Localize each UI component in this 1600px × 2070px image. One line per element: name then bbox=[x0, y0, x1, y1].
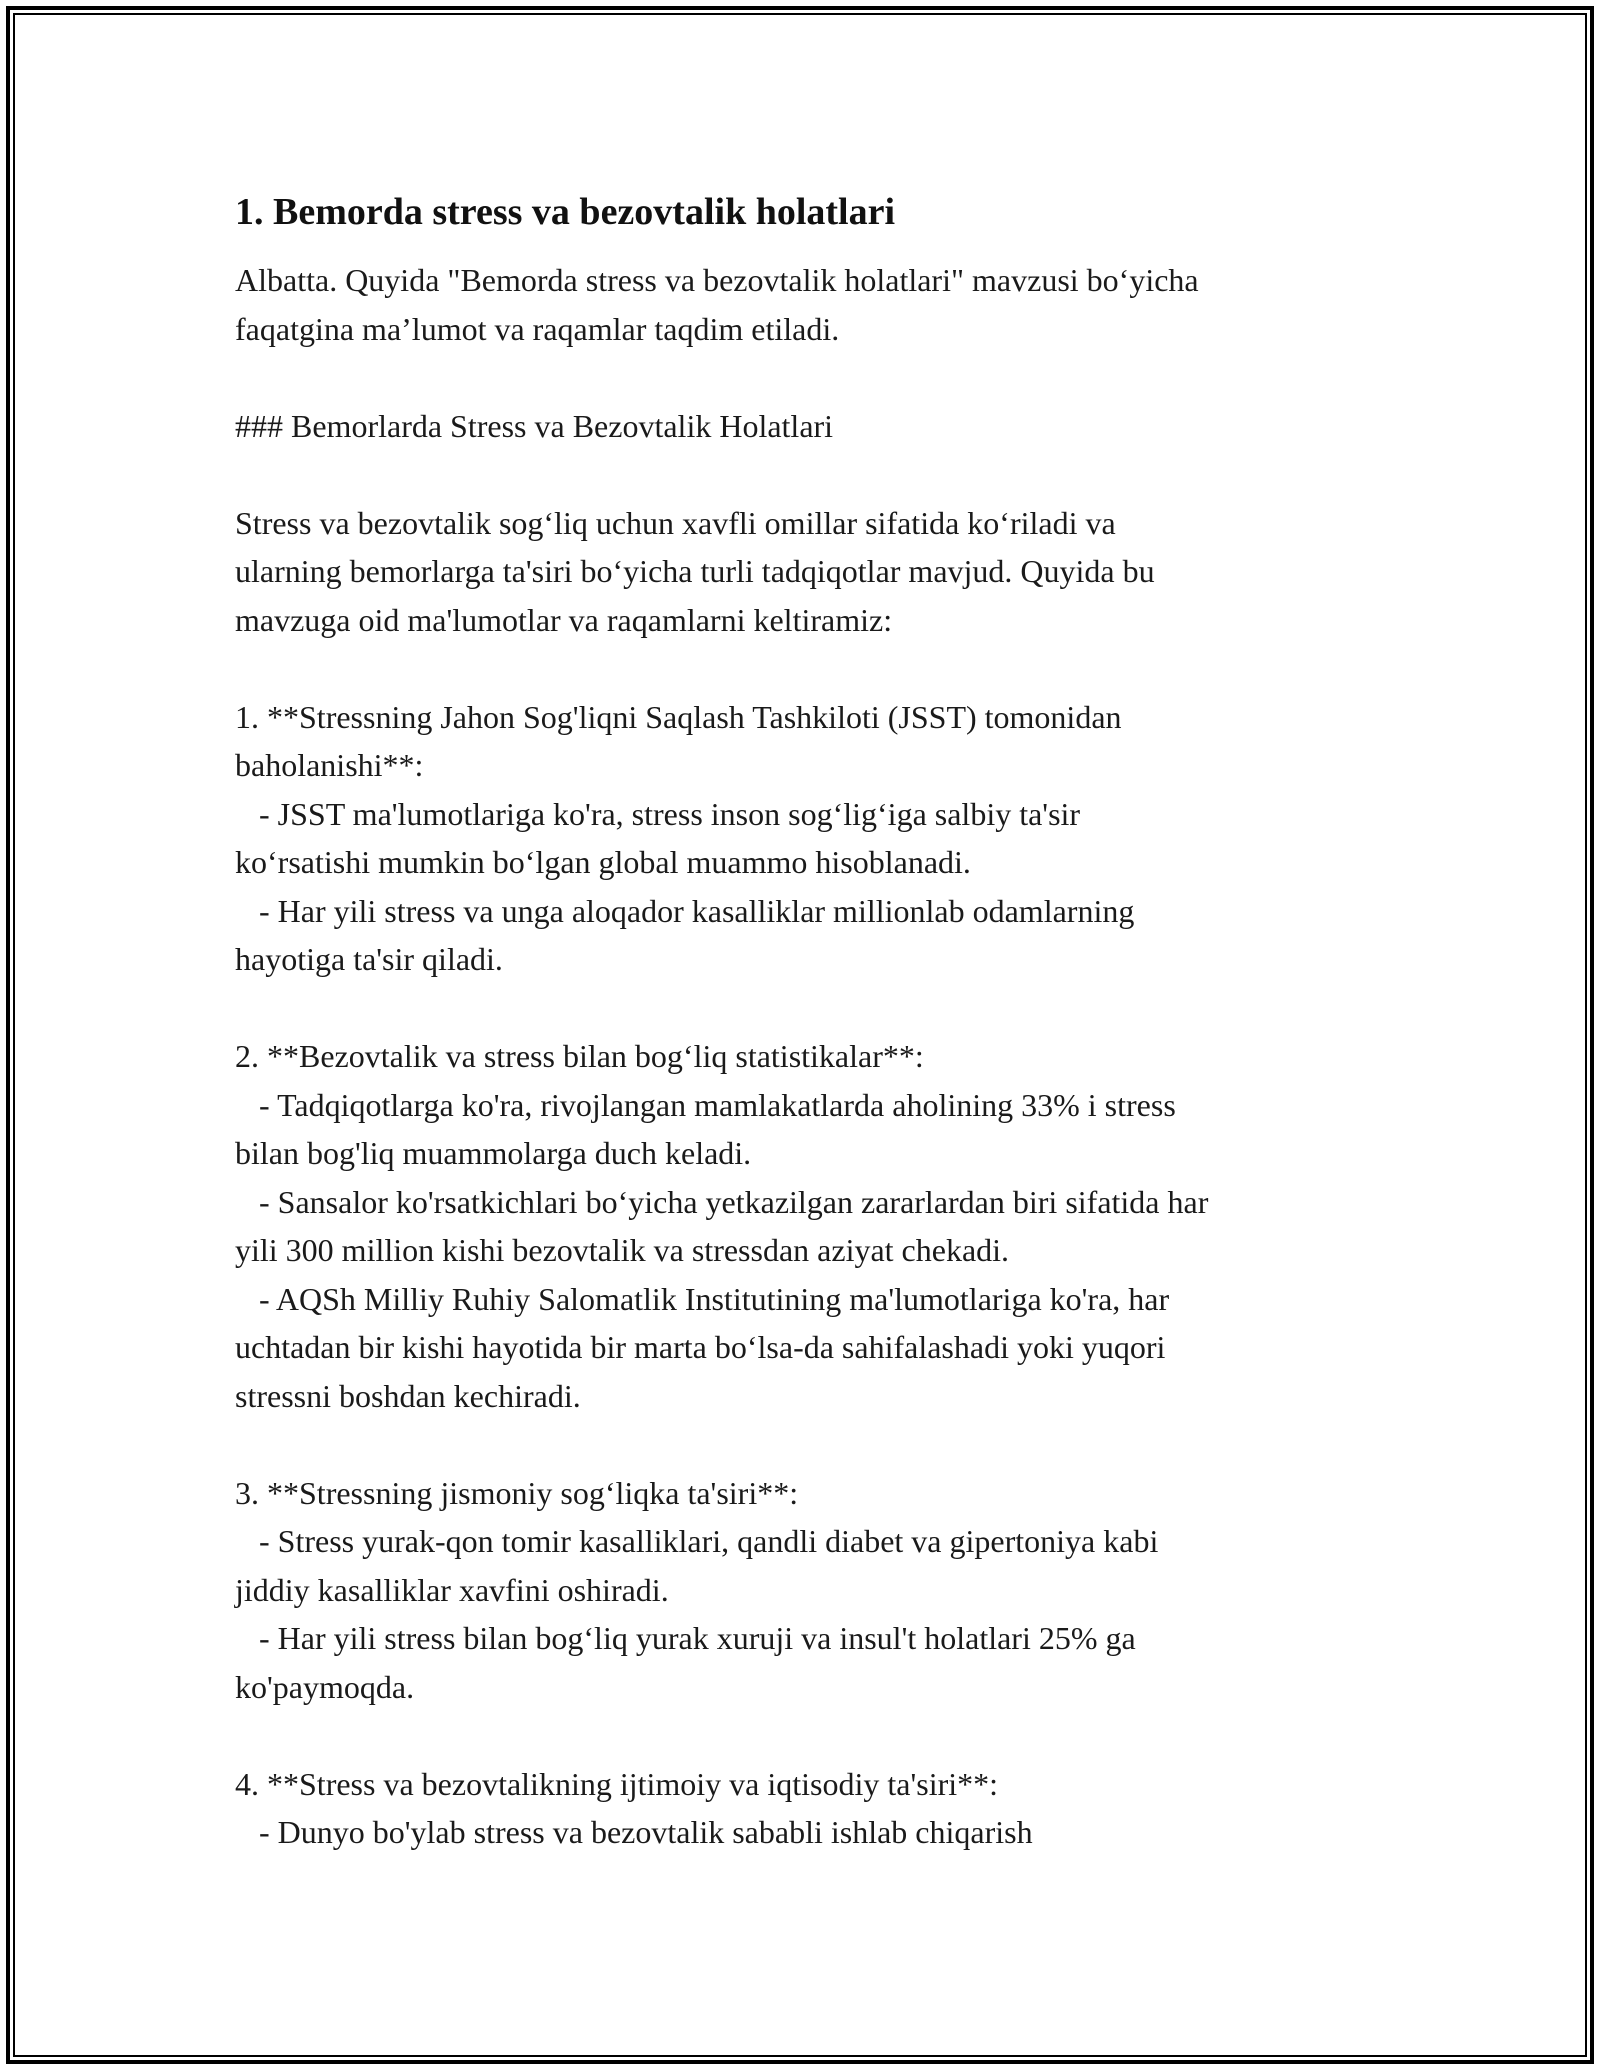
text-line: hayotiga ta'sir qiladi. bbox=[235, 941, 503, 977]
section-heading: 2. **Bezovtalik va stress bilan bog‘liq statistikalar**: bbox=[235, 1038, 924, 1074]
list-item: - Dunyo bo'ylab stress va bezovtalik sababli ishlab chiqarish bbox=[235, 1814, 1033, 1850]
list-item: - Sansalor ko'rsatkichlari bo‘yicha yetkazilgan zararlardan biri sifatida har bbox=[235, 1183, 1209, 1220]
section-2 bbox=[235, 1032, 1365, 1420]
overview-paragraph bbox=[235, 499, 1365, 645]
document-title: 1. Bemorda stress va bezovtalik holatlari bbox=[235, 191, 896, 233]
section-3 bbox=[235, 1469, 1365, 1712]
intro-paragraph bbox=[235, 256, 1365, 353]
list-item: - Har yili stress va unga aloqador kasalliklar millionlab odamlarning bbox=[235, 892, 1135, 929]
text-line: Albatta. Quyida "Bemorda stress va bezovtalik holatlari" mavzusi bo‘yicha bbox=[235, 262, 1199, 298]
document-page bbox=[235, 186, 1365, 1905]
text-line: ularning bemorlarga ta'siri bo‘yicha turli tadqiqotlar mavjud. Quyida bu bbox=[235, 553, 1155, 589]
section-1 bbox=[235, 693, 1365, 984]
list-item: - Tadqiqotlarga ko'ra, rivojlangan mamlakatlarda aholining 33% i stress bbox=[235, 1086, 1176, 1123]
section-heading: 3. **Stressning jismoniy sog‘liqka ta'siri**: bbox=[235, 1474, 799, 1511]
text-line: bilan bog'liq muammolarga duch keladi. bbox=[235, 1135, 752, 1171]
text-line: stressni boshdan kechiradi. bbox=[235, 1377, 581, 1414]
text-line: mavzuga oid ma'lumotlar va raqamlarni keltiramiz: bbox=[235, 601, 893, 638]
list-item: - JSST ma'lumotlariga ko'ra, stress inson sog‘lig‘iga salbiy ta'sir bbox=[235, 795, 1081, 832]
list-item: - Har yili stress bilan bog‘liq yurak xuruji va insul't holatlari 25% ga bbox=[235, 1620, 1136, 1656]
text-line: Stress va bezovtalik sog‘liq uchun xavfli omillar sifatida ko‘riladi va bbox=[235, 504, 1116, 541]
subheading-text: ### Bemorlarda Stress va Bezovtalik Holatlari bbox=[235, 407, 834, 444]
text-line: baholanishi**: bbox=[235, 747, 424, 783]
list-item: - AQSh Milliy Ruhiy Salomatlik Institutining ma'lumotlariga ko'ra, har bbox=[235, 1280, 1170, 1317]
section-4 bbox=[235, 1760, 1365, 1857]
text-line: uchtadan bir kishi hayotida bir marta bo‘lsa-da sahifalashadi yoki yuqori bbox=[235, 1329, 1166, 1365]
text-line: jiddiy kasalliklar xavfini oshiradi. bbox=[235, 1571, 669, 1608]
section-heading: 1. **Stressning Jahon Sog'liqni Saqlash Tashkiloti (JSST) tomonidan bbox=[235, 698, 1122, 735]
text-line: faqatgina ma’lumot va raqamlar taqdim etiladi. bbox=[235, 310, 840, 347]
text-line: yili 300 million kishi bezovtalik va stressdan aziyat chekadi. bbox=[235, 1232, 1010, 1268]
text-line: ko‘rsatishi mumkin bo‘lgan global muammo hisoblanadi. bbox=[235, 844, 971, 880]
list-item: - Stress yurak-qon tomir kasalliklari, qandli diabet va gipertoniya kabi bbox=[235, 1523, 1159, 1559]
text-line: ko'paymoqda. bbox=[235, 1668, 415, 1705]
subheading bbox=[235, 402, 1365, 451]
section-heading: 4. **Stress va bezovtalikning ijtimoiy va iqtisodiy ta'siri**: bbox=[235, 1765, 999, 1802]
